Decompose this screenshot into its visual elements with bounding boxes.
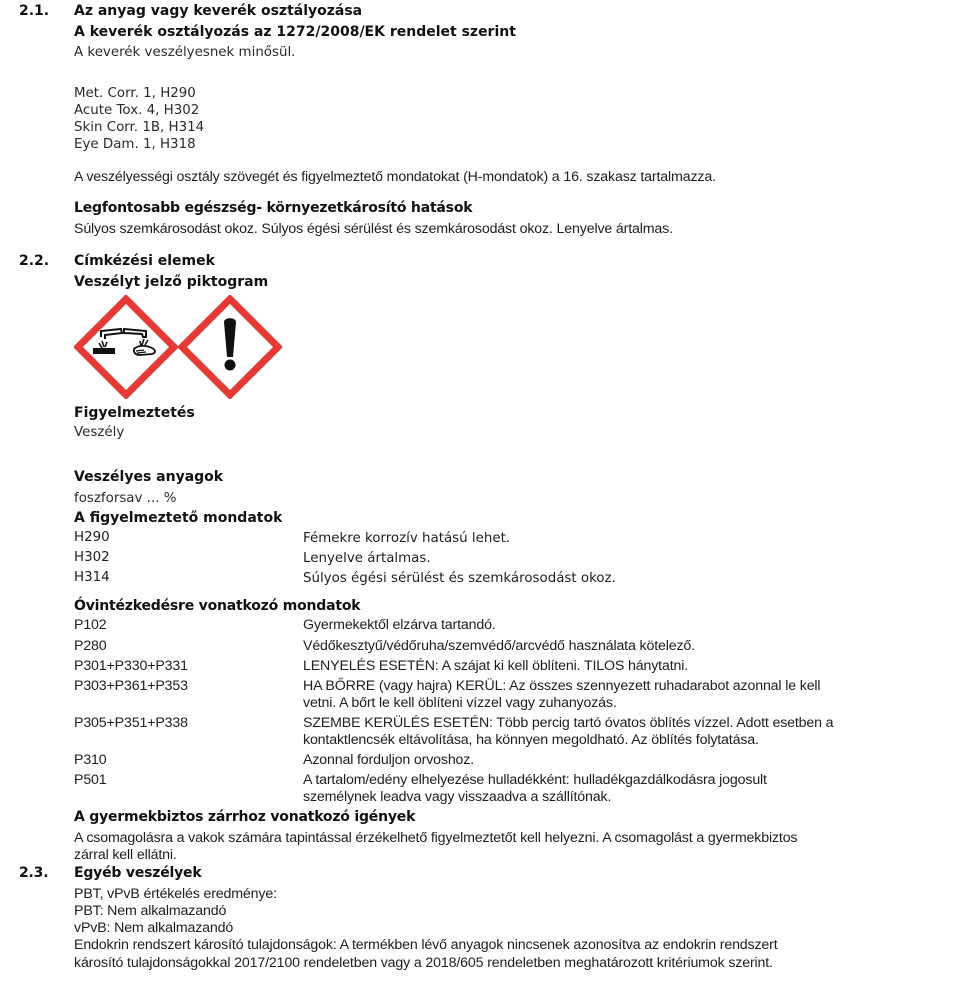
p-statement-code: P301+P330+P331 <box>74 658 188 674</box>
child-resistant-text-cont: zárral kell ellátni. <box>74 847 177 863</box>
pictogram-heading: Veszélyt jelző piktogram <box>74 274 269 290</box>
other-hazards-line: károsító tulajdonságokkal 2017/2100 rendeletben vagy a 2018/605 rendeletben meghatározott kritériumok szerint. <box>74 955 773 971</box>
p-statement-text: SZEMBE KERÜLÉS ESETÉN: Több percig tartó óvatos öblítés vízzel. Adott esetben a <box>303 715 834 731</box>
p-statement-code: P280 <box>74 638 107 654</box>
classification-item: Eye Dam. 1, H318 <box>74 137 196 152</box>
section-title-2-1: Az anyag vagy keverék osztályozása <box>74 3 363 19</box>
effects-heading: Legfontosabb egészség- környezetkárosító hatások <box>74 200 473 216</box>
p-statement-code: P303+P361+P353 <box>74 678 188 694</box>
p-statement-code: P310 <box>74 752 107 768</box>
p-statement-code: P102 <box>74 617 107 633</box>
signal-word-heading: Figyelmeztetés <box>74 405 195 421</box>
hazardous-substances-heading: Veszélyes anyagok <box>74 469 224 485</box>
section-title-2-2: Címkézési elemek <box>74 253 215 269</box>
p-statement-text: Védőkesztyű/védőruha/szemvédő/arcvédő használata kötelező. <box>303 638 695 654</box>
p-statement-text: A tartalom/edény elhelyezése hulladékként: hulladékgazdálkodásra jogosult <box>303 772 767 788</box>
classification-intro: A keverék veszélyesnek minősül. <box>74 45 296 60</box>
h-statement-text: Fémekre korrozív hatású lehet. <box>303 531 511 546</box>
section-title-2-3: Egyéb veszélyek <box>74 865 202 881</box>
classification-item: Met. Corr. 1, H290 <box>74 86 196 101</box>
other-hazards-line: Endokrin rendszert károsító tulajdonságok: A termékben lévő anyagok nincsenek azonosítva az endokrin rendszert <box>74 937 778 953</box>
h-statement-code: H290 <box>74 530 110 545</box>
h-statement-code: H314 <box>74 570 110 585</box>
p-statement-text: LENYELÉS ESETÉN: A szájat ki kell öblíteni. TILOS hánytatni. <box>303 658 689 674</box>
hazardous-substance: foszforsav ... % <box>74 491 177 506</box>
other-hazards-line: PBT: Nem alkalmazandó <box>74 903 227 919</box>
h-statements-note: A veszélyességi osztály szövegét és figyelmeztető mondatokat (H-mondatok) a 16. szakasz tartalmazza. <box>74 169 716 185</box>
h-statements-heading: A figyelmeztető mondatok <box>74 510 283 526</box>
pictogram-row <box>74 295 284 399</box>
h-statement-text: Súlyos égési sérülést és szemkárosodást okoz. <box>303 571 616 586</box>
p-statement-text: HA BŐRRE (vagy hajra) KERÜL: Az összes szennyezett ruhadarabot azonnal le kell <box>303 678 821 694</box>
ghs05-corrosion-icon <box>74 295 178 399</box>
p-statement-text-cont: kontaktlencsék eltávolítása, ha könnyen megoldható. Az öblítés folytatása. <box>303 732 759 748</box>
section-number-2-2: 2.2. <box>19 253 50 269</box>
child-resistant-heading: A gyermekbiztos zárrhoz vonatkozó igények <box>74 809 416 825</box>
p-statement-code: P305+P351+P338 <box>74 715 188 731</box>
classification-item: Skin Corr. 1B, H314 <box>74 120 205 135</box>
effects-text: Súlyos szemkárosodást okoz. Súlyos égési sérülést és szemkárosodást okoz. Lenyelve ártalmas. <box>74 221 673 237</box>
ghs07-exclamation-icon <box>178 295 282 399</box>
other-hazards-line: PBT, vPvB értékelés eredménye: <box>74 886 277 902</box>
p-statement-text-cont: személynek leadva vagy visszaadva a szállítónak. <box>303 789 612 805</box>
p-statement-text: Azonnal forduljon orvoshoz. <box>303 752 475 768</box>
p-statement-text: Gyermekektől elzárva tartandó. <box>303 617 496 633</box>
p-statement-code: P501 <box>74 772 107 788</box>
other-hazards-line: vPvB: Nem alkalmazandó <box>74 920 234 936</box>
classification-subtitle: A keverék osztályozás az 1272/2008/EK rendelet szerint <box>74 24 516 40</box>
child-resistant-text: A csomagolásra a vakok számára tapintással érzékelhető figyelmeztetőt kell helyezni. A csomagolást a gyermekbiztos <box>74 830 798 846</box>
section-number-2-3: 2.3. <box>19 865 49 881</box>
p-statements-heading: Óvintézkedésre vonatkozó mondatok <box>74 598 361 614</box>
section-number-2-1: 2.1. <box>19 3 50 19</box>
signal-word: Veszély <box>74 425 125 440</box>
h-statement-code: H302 <box>74 550 110 565</box>
h-statement-text: Lenyelve ártalmas. <box>303 551 431 566</box>
p-statement-text-cont: vetni. A bőrt le kell öblíteni vízzel vagy zuhanyozás. <box>303 695 617 711</box>
classification-item: Acute Tox. 4, H302 <box>74 103 200 118</box>
